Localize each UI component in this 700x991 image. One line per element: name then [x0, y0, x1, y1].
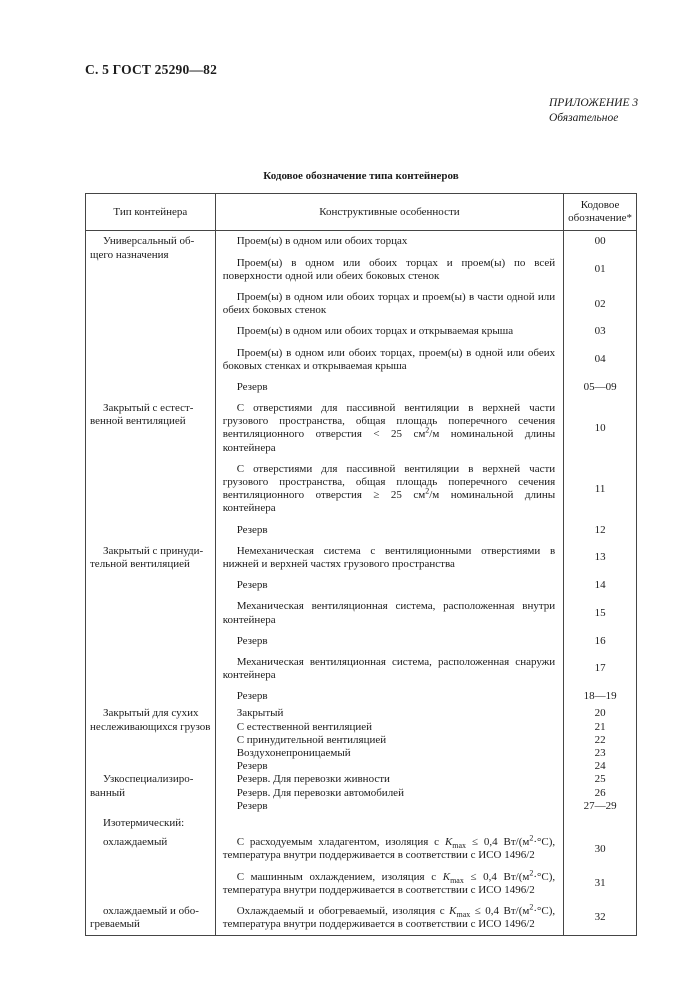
code-cell: 16 [564, 631, 637, 652]
design-feature-cell: Проем(ы) в одном или обоих торцах, проем(ы) в одной или обеих боковых стенках и открываемая крыша [215, 343, 563, 377]
table-row [86, 398, 637, 459]
container-type-cell: Закрытый для сухих неслеживающихся грузов [86, 707, 216, 773]
design-feature-cell: Резерв. Для перевозки автомобилей [215, 787, 563, 800]
code-cell: 04 [564, 343, 637, 377]
code-cell: 20 [564, 707, 637, 720]
container-type-code-table [85, 193, 637, 936]
container-type-cell: Закрытый с принудительной вентиляцией [86, 541, 216, 708]
design-feature-cell: Механическая вентиляционная система, расположенная внутри контейнера [215, 596, 563, 630]
code-cell: 27—29 [564, 800, 637, 813]
design-feature-cell: Проем(ы) в одном или обоих торцах и проем(ы) по всей поверхности одной или обеих боковых стенок [215, 253, 563, 287]
design-feature-cell: С машинным охлаждением, изоляция с $K_{max} \le 0,4$ $Вт/(м^2\cdot^\circ С)$, температура внутри поддерживается в соответствии с ИСО 1496/2 [215, 867, 563, 901]
table-body [86, 231, 637, 936]
code-cell: 01 [564, 253, 637, 287]
design-feature-cell: С принудительной вентиляцией [215, 734, 563, 747]
code-cell: 25 [564, 773, 637, 786]
table-row [86, 231, 637, 253]
design-feature-cell: Резерв [215, 520, 563, 541]
design-feature-cell: Закрытый [215, 707, 563, 720]
table-header [86, 194, 637, 231]
table-row [86, 813, 637, 832]
design-feature-cell: Проем(ы) в одном или обоих торцах и проем(ы) в части одной или обеих боковых стенок [215, 287, 563, 321]
code-cell: 14 [564, 575, 637, 596]
design-feature-cell: Резерв [215, 800, 563, 813]
container-type-cell: охлаждаемый и обогреваемый [86, 901, 216, 936]
code-cell: 17 [564, 652, 637, 686]
table-row [86, 832, 637, 866]
table-header-row [86, 194, 637, 231]
annex-title: ПРИЛОЖЕНИЕ 3 [549, 97, 639, 109]
code-cell: 24 [564, 760, 637, 773]
code-cell: 02 [564, 287, 637, 321]
design-feature-cell: С отверстиями для пассивной вентиляции в верхней части грузового пространства, общая площадь поперечного сечения вентиляционного отверстия < 25 $см^2/м$ номинальной длины контейнера [215, 398, 563, 459]
design-feature-cell: Воздухонепроницаемый [215, 747, 563, 760]
design-feature-cell: Резерв [215, 377, 563, 398]
design-feature-cell: Резерв [215, 760, 563, 773]
annex-subtitle: Обязательное [549, 112, 619, 124]
container-type-cell: Закрытый с естественной вентиляцией [86, 398, 216, 541]
design-feature-cell [215, 813, 563, 832]
code-cell: 00 [564, 231, 637, 253]
code-cell: 12 [564, 520, 637, 541]
design-feature-cell: Немеханическая система с вентиляционными отверстиями в нижней и верхней частях грузового пространства [215, 541, 563, 575]
design-feature-cell: Резерв [215, 631, 563, 652]
design-feature-cell: Механическая вентиляционная система, расположенная снаружи контейнера [215, 652, 563, 686]
page-number-and-standard: С. 5 ГОСТ 25290—82 [85, 62, 218, 77]
table-row [86, 901, 637, 936]
code-cell: 03 [564, 321, 637, 342]
container-type-cell: Узкоспециализированный [86, 773, 216, 813]
design-feature-cell: Охлаждаемый и обогреваемый, изоляция с $K_{max} \le 0,4$ $Вт/(м^2\cdot^\circ С)$, температура внутри поддерживается в соответствии с ИСО 1496/2 [215, 901, 563, 936]
design-feature-cell: Резерв [215, 686, 563, 707]
code-cell: 18—19 [564, 686, 637, 707]
code-cell: 13 [564, 541, 637, 575]
table-title: Кодовое обозначение типа контейнеров [263, 170, 459, 182]
annex-block [549, 96, 638, 126]
container-type-cell: Универсальный общего назначения [86, 231, 216, 398]
design-feature-cell: Резерв [215, 575, 563, 596]
code-cell: 05—09 [564, 377, 637, 398]
code-cell [564, 813, 637, 832]
code-cell: 10 [564, 398, 637, 459]
col-header-code: Кодовое обозначение* [564, 194, 637, 231]
design-feature-cell: С естественной вентиляцией [215, 721, 563, 734]
design-feature-cell: Проем(ы) в одном или обоих торцах [215, 231, 563, 253]
design-feature-cell: С отверстиями для пассивной вентиляции в верхней части грузового пространства, общая площадь поперечного сечения вентиляционного отверстия ≥ 25 $см^2/м$ номинальной длины контейнера [215, 459, 563, 520]
code-cell: 22 [564, 734, 637, 747]
table-row [86, 541, 637, 575]
code-cell: 26 [564, 787, 637, 800]
code-cell: 31 [564, 867, 637, 901]
code-cell: 21 [564, 721, 637, 734]
table-row [86, 707, 637, 720]
design-feature-cell: С расходуемым хладагентом, изоляция с $K_{max} \le 0,4$ $Вт/(м^2\cdot^\circ С)$, температура внутри поддерживается в соответствии с ИСО 1496/2 [215, 832, 563, 866]
code-cell: 23 [564, 747, 637, 760]
container-type-cell: Изотермический: [86, 813, 216, 832]
col-header-container-type: Тип контейнера [86, 194, 216, 231]
code-cell: 32 [564, 901, 637, 936]
code-cell: 11 [564, 459, 637, 520]
table-row [86, 773, 637, 786]
design-feature-cell: Проем(ы) в одном или обоих торцах и открываемая крыша [215, 321, 563, 342]
col-header-design-features: Конструктивные особенности [215, 194, 563, 231]
container-type-cell: охлаждаемый [86, 832, 216, 901]
code-cell: 15 [564, 596, 637, 630]
code-cell: 30 [564, 832, 637, 866]
design-feature-cell: Резерв. Для перевозки живности [215, 773, 563, 786]
